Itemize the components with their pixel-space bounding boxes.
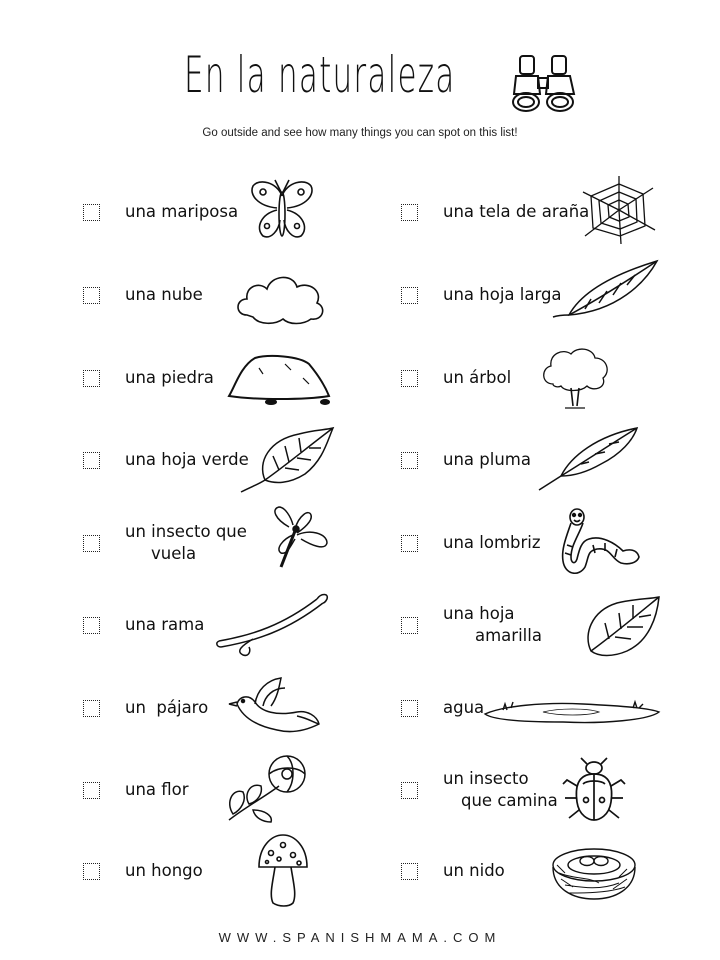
item-label-line2: amarilla: [475, 626, 542, 645]
item-label: una piedra: [125, 368, 214, 387]
item-label: [125, 521, 247, 565]
item-label: una mariposa: [125, 202, 239, 221]
checkbox[interactable]: [401, 370, 418, 387]
list-item: [401, 505, 671, 585]
binoculars-icon: [508, 54, 582, 112]
checkbox[interactable]: [83, 204, 100, 221]
checkbox[interactable]: [83, 782, 100, 799]
checkbox[interactable]: [83, 535, 100, 552]
rock-icon: [225, 352, 333, 408]
item-label: [443, 768, 558, 812]
item-label: una hoja verde: [125, 450, 249, 469]
leaf-icon: [239, 426, 335, 496]
item-label: un árbol: [443, 368, 512, 387]
item-label-line1: un insecto que: [125, 522, 247, 541]
checkbox[interactable]: [401, 617, 418, 634]
item-label: una lombriz: [443, 533, 541, 552]
list-item: [401, 422, 671, 502]
bird-icon: [227, 676, 323, 738]
checkbox[interactable]: [83, 617, 100, 634]
checkbox[interactable]: [401, 782, 418, 799]
tree-icon: [539, 344, 611, 414]
list-item: [401, 752, 671, 832]
checkbox[interactable]: [83, 370, 100, 387]
list-item: [83, 752, 333, 832]
checkbox[interactable]: [401, 452, 418, 469]
item-label-line1: una hoja: [443, 604, 515, 623]
beetle-icon: [561, 756, 627, 824]
list-item: [83, 833, 333, 913]
page-title: En la naturaleza: [184, 46, 456, 104]
checkbox[interactable]: [83, 863, 100, 880]
butterfly-icon: [247, 178, 317, 244]
item-label-line1: un insecto: [443, 769, 529, 788]
leaf-icon: [583, 595, 661, 659]
list-item: [83, 505, 333, 585]
flower-icon: [223, 752, 315, 824]
puddle-icon: [483, 696, 661, 726]
item-label: agua: [443, 698, 485, 717]
checkbox[interactable]: [83, 287, 100, 304]
footer-website: WWW.SPANISHMAMA.COM: [218, 930, 502, 945]
list-item: [83, 670, 333, 750]
checkbox[interactable]: [401, 700, 418, 717]
list-item: [83, 257, 333, 337]
spiderweb-icon: [581, 174, 657, 246]
item-label-line2: que camina: [461, 791, 558, 810]
checkbox[interactable]: [83, 700, 100, 717]
item-label: una hoja larga: [443, 285, 562, 304]
mushroom-icon: [257, 833, 309, 907]
feather-icon: [537, 426, 641, 494]
branch-icon: [213, 589, 333, 661]
checkbox[interactable]: [401, 287, 418, 304]
header: [0, 40, 720, 120]
list-item: [401, 587, 671, 667]
list-item: [83, 587, 333, 667]
item-label: una pluma: [443, 450, 531, 469]
item-label: un pájaro: [125, 698, 209, 717]
checkbox[interactable]: [83, 452, 100, 469]
list-item: [83, 422, 333, 502]
list-item: [401, 257, 671, 337]
item-label: un hongo: [125, 861, 203, 880]
list-item: [401, 340, 671, 420]
item-label: una nube: [125, 285, 203, 304]
list-item: [83, 340, 333, 420]
nest-icon: [549, 843, 639, 901]
list-item: [401, 174, 671, 254]
long-leaf-icon: [551, 259, 661, 325]
checkbox[interactable]: [401, 863, 418, 880]
dragonfly-icon: [269, 505, 333, 573]
cloud-icon: [233, 267, 329, 327]
instructions: Go outside and see how many things you can spot on this list!: [202, 127, 518, 139]
list-item: [401, 833, 671, 913]
worm-icon: [557, 505, 641, 579]
item-label-line2: vuela: [151, 544, 197, 563]
checkbox[interactable]: [401, 535, 418, 552]
list-item: [83, 174, 333, 254]
list-item: [401, 670, 671, 750]
item-label: [443, 603, 542, 647]
item-label: una rama: [125, 615, 205, 634]
item-label: un nido: [443, 861, 505, 880]
checkbox[interactable]: [401, 204, 418, 221]
item-label: una flor: [125, 780, 189, 799]
item-label: una tela de araña: [443, 202, 590, 221]
